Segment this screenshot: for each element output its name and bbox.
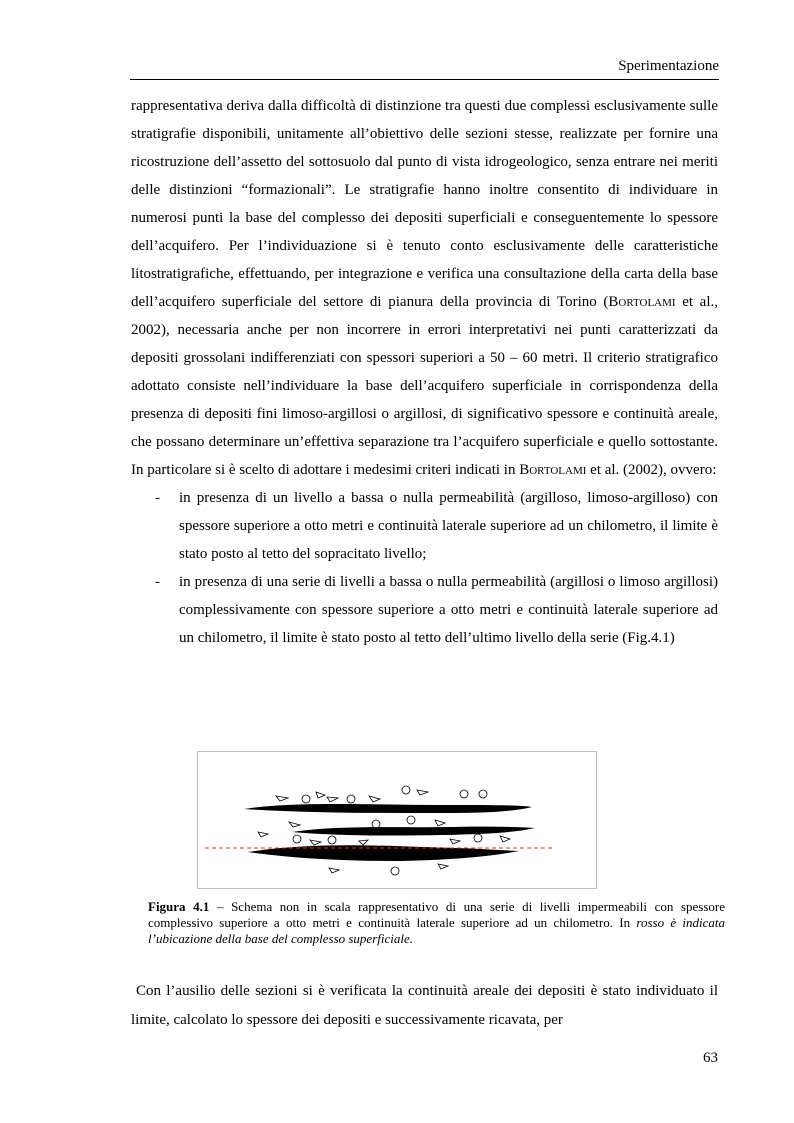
paragraph-1 bbox=[131, 92, 718, 484]
paragraph-1-part-2: et al., 2002), necessaria anche per non incorrere in errori interpretativi nei punti caratterizzati da depositi grossolani indifferenziati con spessori superiori a 50 – 60 metri. Il criterio stratigrafico adottato consiste nell’individuare la base dell’acquifero superficiale in corrispondenza della presenza di depositi fini limoso-argillosi o argillosi, di significativo spessore e continuità areale, che possano determinare un’effettiva separazione tra l’acquifero superficiale e quello sottostante. In particolare si è scelto di adottare i medesimi criteri indicati in bbox=[131, 294, 719, 478]
page-number: 63 bbox=[703, 1050, 718, 1066]
criteria-item-text: in presenza di una serie di livelli a bassa o nulla permeabilità (argillosi o limoso argillosi) complessivamente con spessore superiore a otto metri e continuità laterale superiore ad un chilometro, il limite è stato posto al tetto dell’ultimo livello della serie (Fig.4.1) bbox=[179, 574, 718, 646]
pebble-circle bbox=[347, 795, 355, 803]
caption-italic-text: rosso è indicata l’ubicazione della base del complesso superficiale. bbox=[148, 915, 726, 946]
caption-label: Figura 4.1 bbox=[148, 899, 210, 914]
pebble-circle bbox=[302, 795, 310, 803]
pebble-circle bbox=[474, 834, 482, 842]
pebble-elongated bbox=[435, 820, 445, 826]
pebble-circle bbox=[407, 816, 415, 824]
bullet-dash: - bbox=[155, 490, 160, 506]
paragraph-2: Con l’ausilio delle sezioni si è verificata la continuità areale dei depositi è stato individuato il limite, calcolato lo spessore dei depositi e successivamente ricavata, per bbox=[131, 983, 718, 1028]
pebble-elongated bbox=[316, 792, 325, 798]
paragraph-1-part-1: rappresentativa deriva dalla difficoltà di distinzione tra questi due complessi esclusivamente sulle stratigrafie disponibili, unitamente all’obiettivo delle sezioni stesse, realizzate per fornire una ricostruzione dell’assetto del sottosuolo dal punto di vista idrogeologico, senza entrare nei meriti delle distinzioni “formazionali”. Le stratigrafie hanno inoltre consentito di individuare in numerosi punti la base del complesso dei depositi superficiali e conseguentemente lo spessore dell’acquifero. Per l’individuazione si è tenuto conto esclusivamente delle caratteristiche litostratigrafiche, effettuando, per integrazione e verifica una consultazione della carta della base dell’acquifero superficiale del settore di pianura della provincia di Torino ( bbox=[131, 98, 718, 310]
stratigraphy-diagram bbox=[198, 752, 596, 888]
pebble-elongated bbox=[500, 836, 510, 842]
pebble-circle bbox=[479, 790, 487, 798]
impermeable-layer bbox=[244, 804, 532, 813]
pebble-elongated bbox=[329, 868, 339, 873]
pebble-circle bbox=[460, 790, 468, 798]
citation-author-2: Bortolami bbox=[519, 462, 587, 478]
main-body bbox=[131, 92, 718, 652]
paragraph-1-part-3: et al. (2002), ovvero: bbox=[586, 462, 717, 478]
pebble-elongated bbox=[359, 840, 368, 845]
bullet-dash: - bbox=[155, 574, 160, 590]
pebble-elongated bbox=[258, 832, 268, 837]
continuation-text bbox=[131, 977, 718, 1035]
pebble-elongated bbox=[369, 796, 380, 802]
pebble-elongated bbox=[310, 840, 321, 845]
citation-author-1: Bortolami bbox=[608, 294, 676, 310]
criteria-item-text: in presenza di un livello a bassa o nulla permeabilità (argilloso, limoso-argilloso) con spessore superiore a otto metri e continuità laterale superiore ad un chilometro, il limite è stato posto al tetto del sopracitato livello; bbox=[179, 490, 718, 562]
pebble-elongated bbox=[438, 864, 448, 869]
pebble-circle bbox=[402, 786, 410, 794]
figure-caption bbox=[148, 899, 725, 947]
pebble-elongated bbox=[327, 797, 338, 802]
criteria-item bbox=[131, 484, 718, 568]
figure-4-1 bbox=[197, 751, 597, 889]
criteria-item bbox=[131, 568, 718, 652]
pebble-elongated bbox=[289, 822, 300, 827]
pebble-elongated bbox=[417, 790, 428, 795]
pebble-circle bbox=[293, 835, 301, 843]
running-head: Sperimentazione bbox=[618, 58, 719, 74]
criteria-list bbox=[131, 484, 718, 652]
caption-text: – Schema non in scala rappresentativo di una serie di livelli impermeabili con spessore complessivo superiore a otto metri e continuità laterale superiore ad un chilometro. In bbox=[148, 899, 725, 930]
pebble-elongated bbox=[450, 839, 460, 844]
impermeable-layer bbox=[292, 827, 535, 836]
pebble-elongated bbox=[276, 796, 288, 801]
pebble-circle bbox=[372, 820, 380, 828]
pebble-circle bbox=[391, 867, 399, 875]
header-rule bbox=[130, 79, 719, 80]
pebble-circle bbox=[328, 836, 336, 844]
